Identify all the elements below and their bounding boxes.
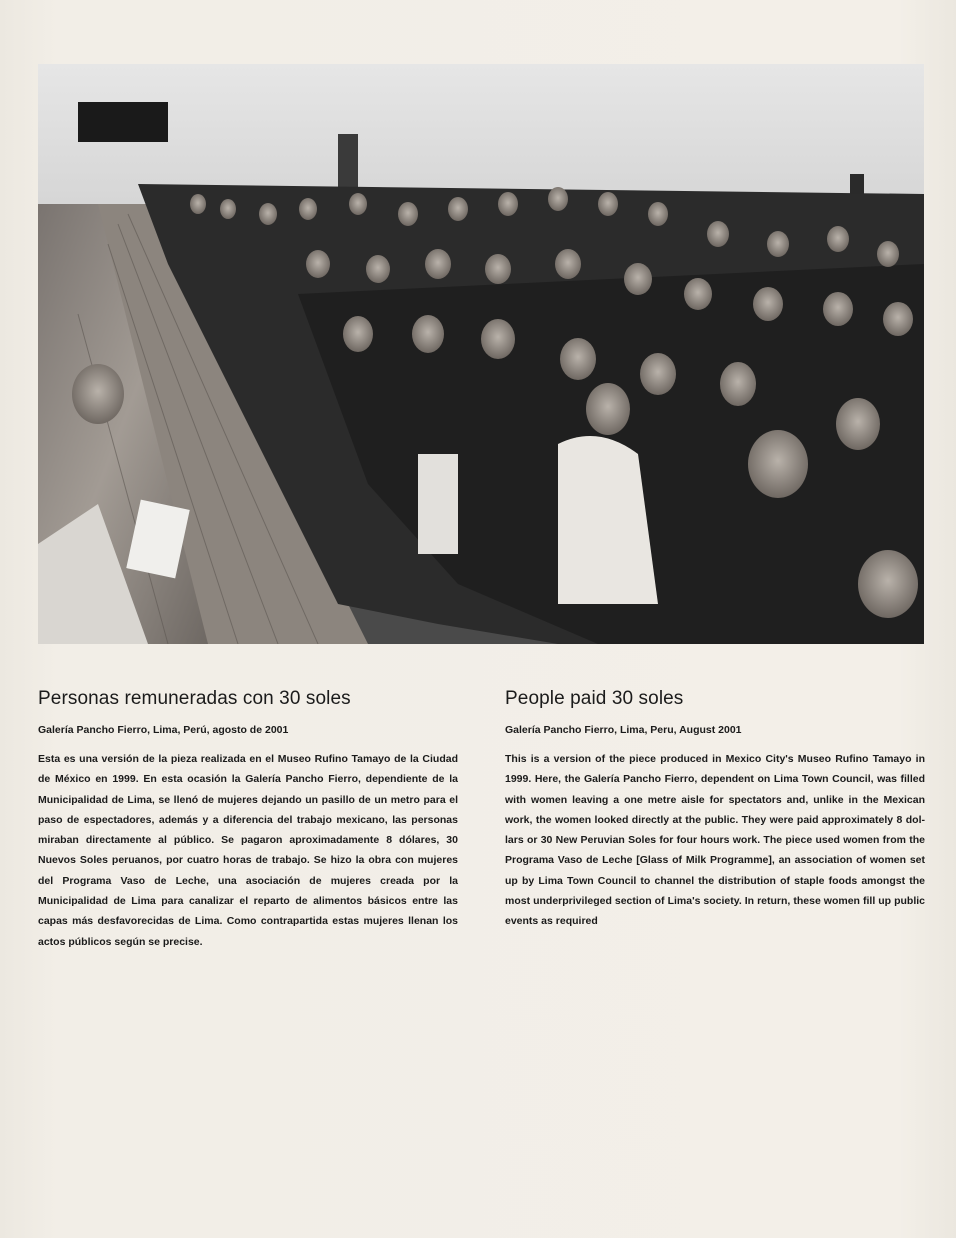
english-column	[505, 688, 925, 932]
spanish-title: Personas remuneradas con 30 soles	[38, 688, 351, 709]
english-venue-date: Galería Pancho Fierro, Lima, Peru, August 2001	[505, 724, 742, 736]
english-body-text: This is a version of the piece produced in Mexico City's Museo Rufino Tamayo in 1999. Here, the Galería Pancho Fierro, dependent on Lima Town Council, was filled with women leaving a one metre aisle for spectators and, unlike in the Mexican work, the women looked directly at the public. They were paid approximately 8 dollars or 30 New Peruvian Soles for four hours work. The piece used women from the Programa Vaso de Leche [Glass of Milk Programme], an association of women set up by Lima Town Council to channel the distribution of staple foods amongst the most underprivileged section of Lima's society. In return, these women fill up public events as required	[505, 753, 925, 928]
spanish-venue-date: Galería Pancho Fierro, Lima, Perú, agosto de 2001	[38, 724, 289, 736]
spanish-body-text: Esta es una versión de la pieza realizada en el Museo Rufino Tamayo de la Ciudad de México en 1999. En esta ocasión la Galería Pancho Fierro, dependiente de la Municipalidad de Lima, se llenó de mujeres dejando un pasillo de un metro para el paso de espectadores, además y a diferencia del trabajo mexicano, las personas miraban directamente al público. Se pagaron aproximadamente 8 dólares, 30 Nuevos Soles peruanos, por cuatro horas de trabajo. Se hizo la obra con mujeres del Programa Vaso de Leche, una asociación de mujeres creada por la Municipalidad de Lima para canalizar el reparto de alimentos básicos entre las capas más desfavorecidas de Lima. Como contrapartida estas mujeres llenan los actos públicos según se precise.	[38, 753, 458, 948]
spanish-column	[38, 688, 458, 952]
gallery-crowd-photograph	[38, 64, 924, 644]
english-title: People paid 30 soles	[505, 688, 684, 709]
photograph-icon	[38, 64, 924, 644]
